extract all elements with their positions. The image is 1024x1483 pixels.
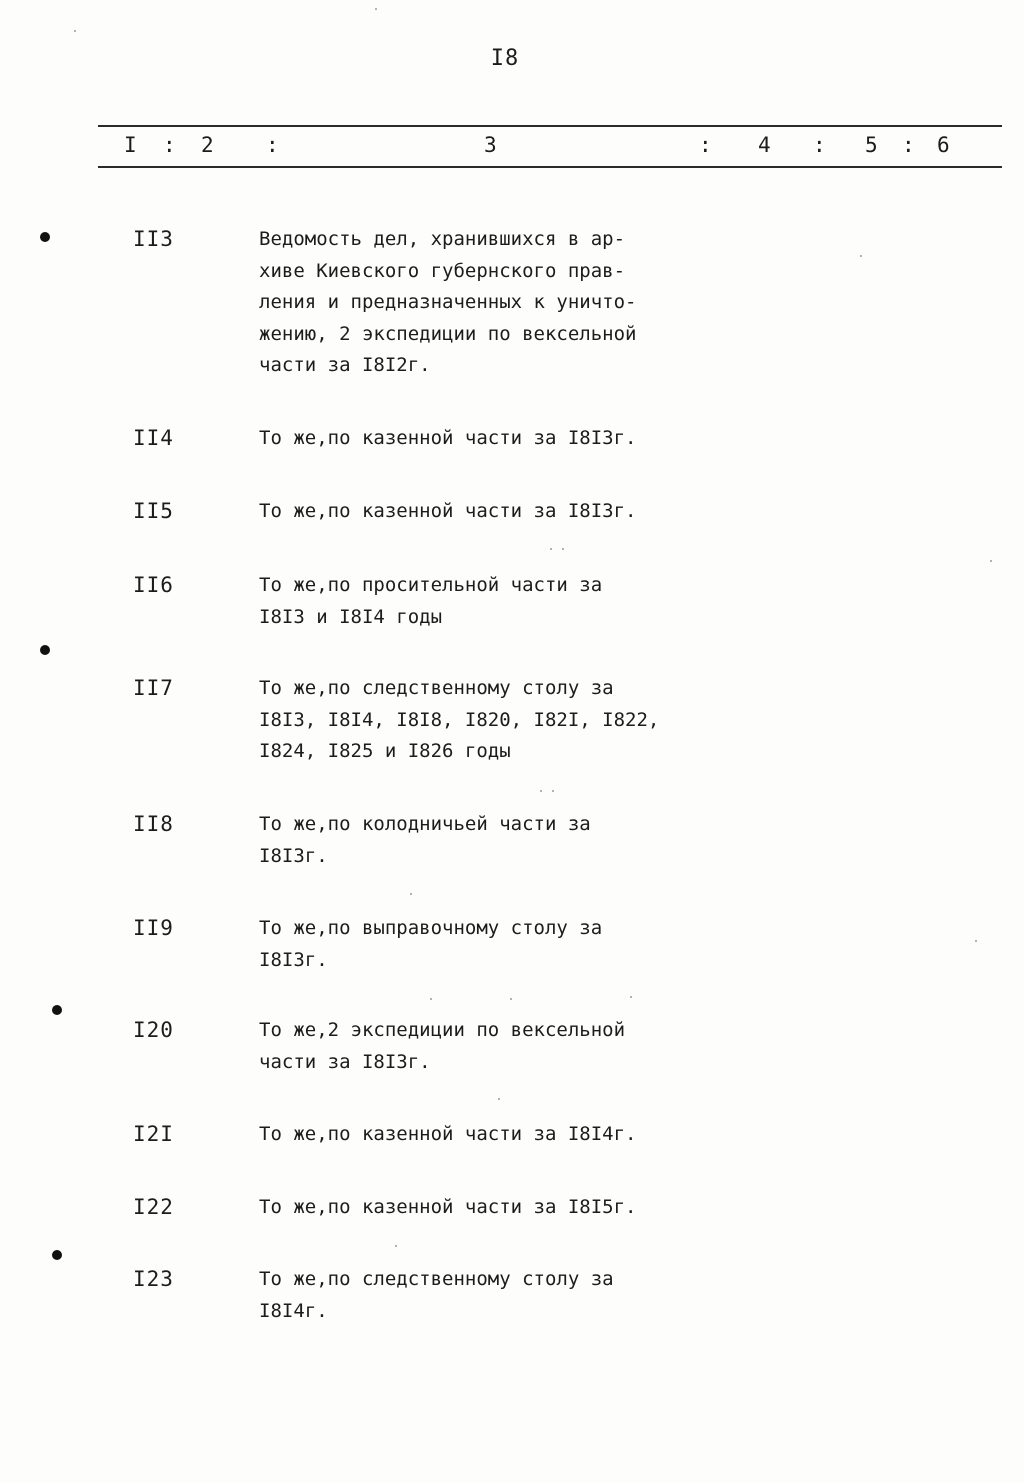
entry-number: II9 [133, 916, 174, 940]
entry-description: То же,по следственному столу за I8I4г. [259, 1268, 614, 1322]
column-header-2: 2 [201, 133, 214, 157]
scan-speck [860, 255, 862, 257]
column-header-4: 4 [758, 133, 771, 157]
column-separator: : [163, 133, 176, 157]
column-separator: : [902, 133, 915, 157]
scan-speck [975, 940, 977, 942]
entry-description: То же,по казенной части за I8I5г. [259, 1196, 637, 1218]
page-number: I8 [490, 46, 520, 71]
entry-description: Ведомость дел, хранившихся в ар- хиве Киевского губернского прав- ления и предназначенных к уничто- жению, 2 экспедиции по вексельной части за I8I2г. [259, 228, 637, 376]
scan-speck [430, 998, 432, 1000]
entry-description: То же,2 экспедиции по вексельной части за I8I3г. [259, 1019, 626, 1073]
scan-speck [990, 560, 992, 562]
entry-number: I23 [133, 1267, 174, 1291]
entry-number: I22 [133, 1195, 174, 1219]
scan-speck [498, 1098, 500, 1100]
entry-description: То же,по выправочному столу за I8I3г. [259, 917, 603, 971]
column-header-6: 6 [937, 133, 950, 157]
scan-speck [550, 548, 552, 550]
entry-description: То же,по просительной части за I8I3 и I8I4 годы [259, 574, 603, 628]
entry-number: II6 [133, 573, 174, 597]
scan-speck [375, 8, 377, 10]
punch-hole [40, 232, 50, 242]
entry-description: То же,по следственному столу за I8I3, I8I4, I8I8, I820, I82I, I822, I824, I825 и I826 годы [259, 677, 660, 762]
column-separator: : [699, 133, 712, 157]
scan-speck [562, 548, 564, 550]
scan-speck [552, 790, 554, 792]
entry-description: То же,по казенной части за I8I3г. [259, 427, 637, 449]
column-header-1: I [124, 133, 137, 157]
entry-description: То же,по казенной части за I8I3г. [259, 500, 637, 522]
scan-speck [410, 893, 412, 895]
entry-number: I20 [133, 1018, 174, 1042]
entry-number: I2I [133, 1122, 174, 1146]
header-bottom-rule [98, 166, 1002, 168]
punch-hole [40, 645, 50, 655]
entry-description: То же,по казенной части за I8I4г. [259, 1123, 637, 1145]
punch-hole [52, 1250, 62, 1260]
entry-description: То же,по колодничьей части за I8I3г. [259, 813, 591, 867]
header-top-rule [98, 125, 1002, 127]
scan-speck [74, 30, 76, 32]
punch-hole [52, 1005, 62, 1015]
entry-number: II3 [133, 227, 174, 251]
scan-speck [540, 790, 542, 792]
scan-speck [510, 998, 512, 1000]
scan-speck [630, 996, 632, 998]
column-separator: : [266, 133, 279, 157]
column-header-3: 3 [484, 133, 497, 157]
column-header-5: 5 [865, 133, 878, 157]
entry-number: II5 [133, 499, 174, 523]
entry-number: II8 [133, 812, 174, 836]
entry-number: II7 [133, 676, 174, 700]
column-separator: : [813, 133, 826, 157]
entry-number: II4 [133, 426, 174, 450]
scan-speck [395, 1245, 397, 1247]
